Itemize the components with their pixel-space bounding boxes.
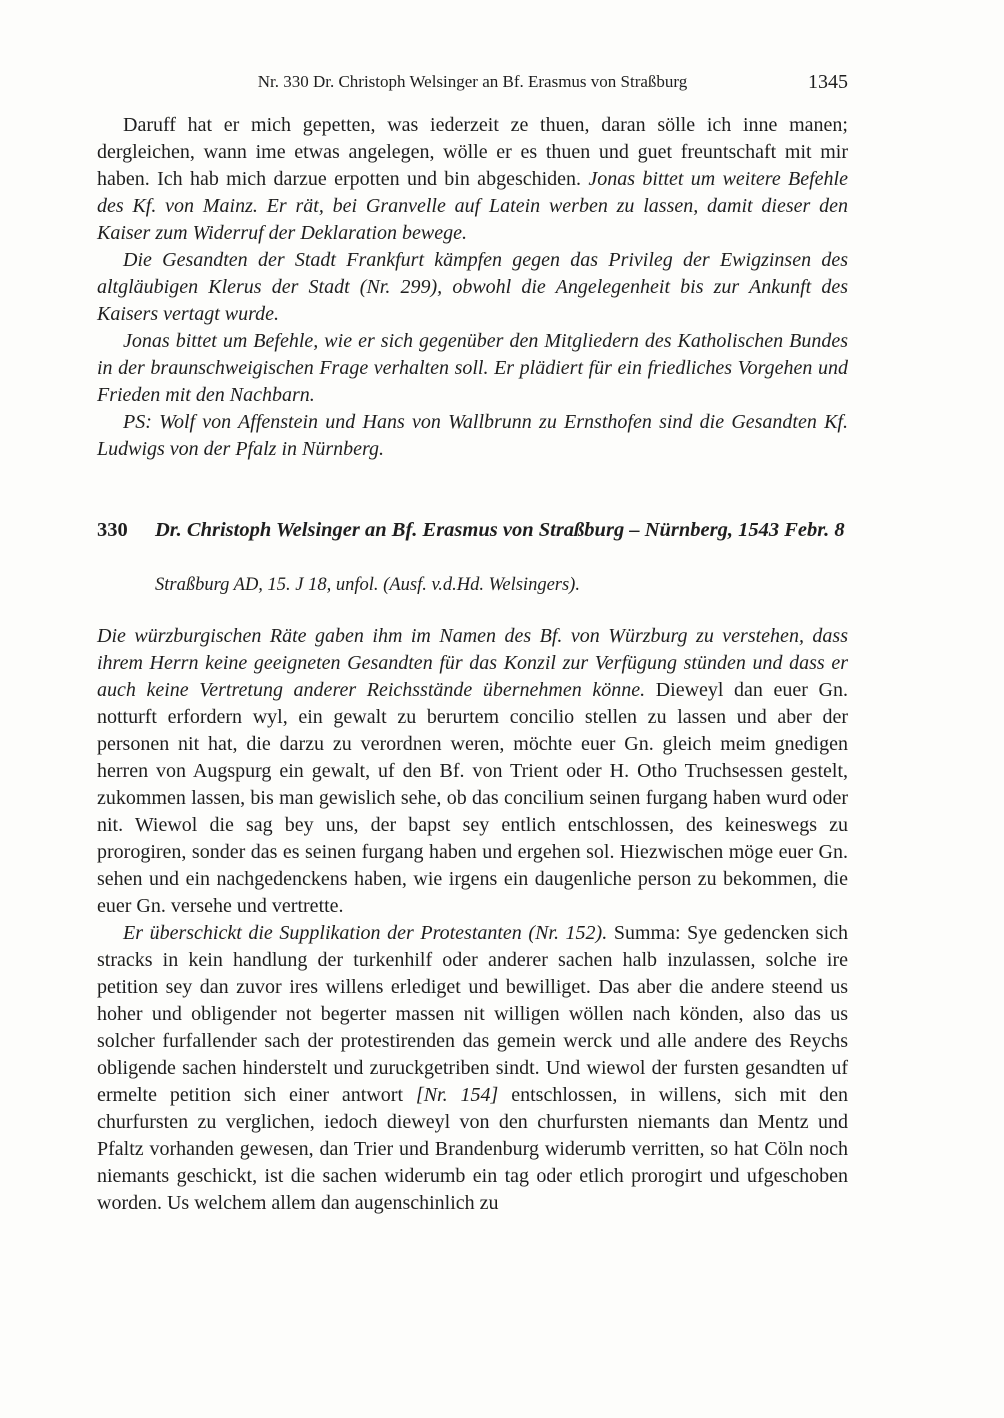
summary-p1-text: Daruff hat er mich gepetten, was iederzeit ze thuen, daran sölle ich inne manen; dergleichen, wann ime etwas angelegen, wölle er es thuen und guet freuntschaft mit mir haben. Ich hab mich darzue erpotten und bin abgeschiden. (97, 114, 848, 190)
document-number: 330 (97, 519, 128, 541)
summary-block (97, 112, 848, 463)
document-heading (97, 515, 848, 545)
body-p1-text: Dieweyl dan euer Gn. notturft erfordern wyl, ein gewalt zu berurtem concilio stellen zu lassen und aber der personen nit hat, die darzu zu verordnen weren, möchte euer Gn. gleich meim gnedigen herren von Augspurg ein gewalt, uf den Bf. von Trient oder H. Otho Truchsessen gestelt, zukommen lassen, bis man gewislich sehe, ob das concilium seinen furgang haben wurd oder nit. Wiewol die sag bey uns, der bapst sey entlich entschlossen, des keineswegs zu prorogiren, sonder das es seinen furgang haben und ergehen sol. Hiezwischen möge euer Gn. sehen und ein nachgedenckens haben, wie irgens ein daugenliche person zu bekommen, die euer Gn. versehe und vertrette. (97, 679, 848, 917)
body-p2-regest: Er überschickt die Supplikation der Protestanten (Nr. 152). (123, 922, 614, 944)
running-head (97, 70, 848, 94)
document-title: Dr. Christoph Welsinger an Bf. Erasmus von Straßburg – Nürnberg, 1543 Febr. 8 (155, 519, 845, 541)
source-line: Straßburg AD, 15. J 18, unfol. (Ausf. v.d.Hd. Welsingers). (155, 575, 580, 595)
body-p2-text-b: entschlossen, in willens, sich mit den churfursten zu verglichen, iedoch dieweyl von den churfursten niemants dan Mentz und Pfaltz vorhanden gewesen, dan Trier und Brandenburg widerumb verritten, so hat Cöln noch niemants geschickt, ist die sachen widerumb ein tag oder etlich prorogirt und ufgeschoben worden. Us welchem allem dan augenschinlich zu (97, 1084, 848, 1214)
page-number: 1345 (808, 71, 848, 93)
summary-p1-regest: Jonas bittet um weitere Befehle des Kf. von Mainz. Er rät, bei Granvelle auf Latein werben zu lassen, damit dieser den Kaiser zum Widerruf der Deklaration bewege. (97, 168, 848, 244)
body-paragraph-2 (97, 920, 848, 1217)
body-p2-text-a: Summa: Sye gedencken sich stracks in kein handlung der turkenhilf oder anderer sachen halb inzulassen, solche ire petition sey dan zuvor ires willens erlediget und bewilliget. Das aber die andere steend us hoher und obligender not begerter massen nit willigen wöllen nach könden, also das us solcher furfallender sach der protestirenden das gemein werck und alle andere des Reychs obligende sachen hinderstelt und zuruckgetriben sindt. Und wiewol der fursten gesandten uf ermelte petition sich einer antwort (97, 922, 848, 1106)
body-paragraph-1 (97, 623, 848, 920)
summary-paragraph-4: PS: Wolf von Affenstein und Hans von Wallbrunn zu Ernsthofen sind die Gesandten Kf. Ludwigs von der Pfalz in Nürnberg. (97, 411, 848, 460)
body-p1-regest: Die würzburgischen Räte gaben ihm im Namen des Bf. von Würzburg zu verstehen, dass ihrem Herrn keine geeigneten Gesandten für das Konzil zur Verfügung stünden und dass er auch keine Vertretung anderer Reichsstände übernehmen könne. (97, 625, 848, 701)
running-head-title: Nr. 330 Dr. Christoph Welsinger an Bf. Erasmus von Straßburg (257, 72, 688, 91)
summary-paragraph-1 (97, 112, 848, 247)
body-p2-reference: [Nr. 154] (415, 1084, 499, 1106)
document-body (97, 623, 848, 1217)
summary-paragraph-2: Die Gesandten der Stadt Frankfurt kämpfen gegen das Privileg der Ewigzinsen des altgläubigen Klerus der Stadt (Nr. 299), obwohl die Angelegenheit bis zur Ankunft des Kaisers vertagt wurde. (97, 249, 848, 325)
summary-paragraph-3: Jonas bittet um Befehle, wie er sich gegenüber den Mitgliedern des Katholischen Bundes in der braunschweigischen Frage verhalten soll. Er plädiert für ein friedliches Vorgehen und Frieden mit den Nachbarn. (97, 330, 848, 406)
